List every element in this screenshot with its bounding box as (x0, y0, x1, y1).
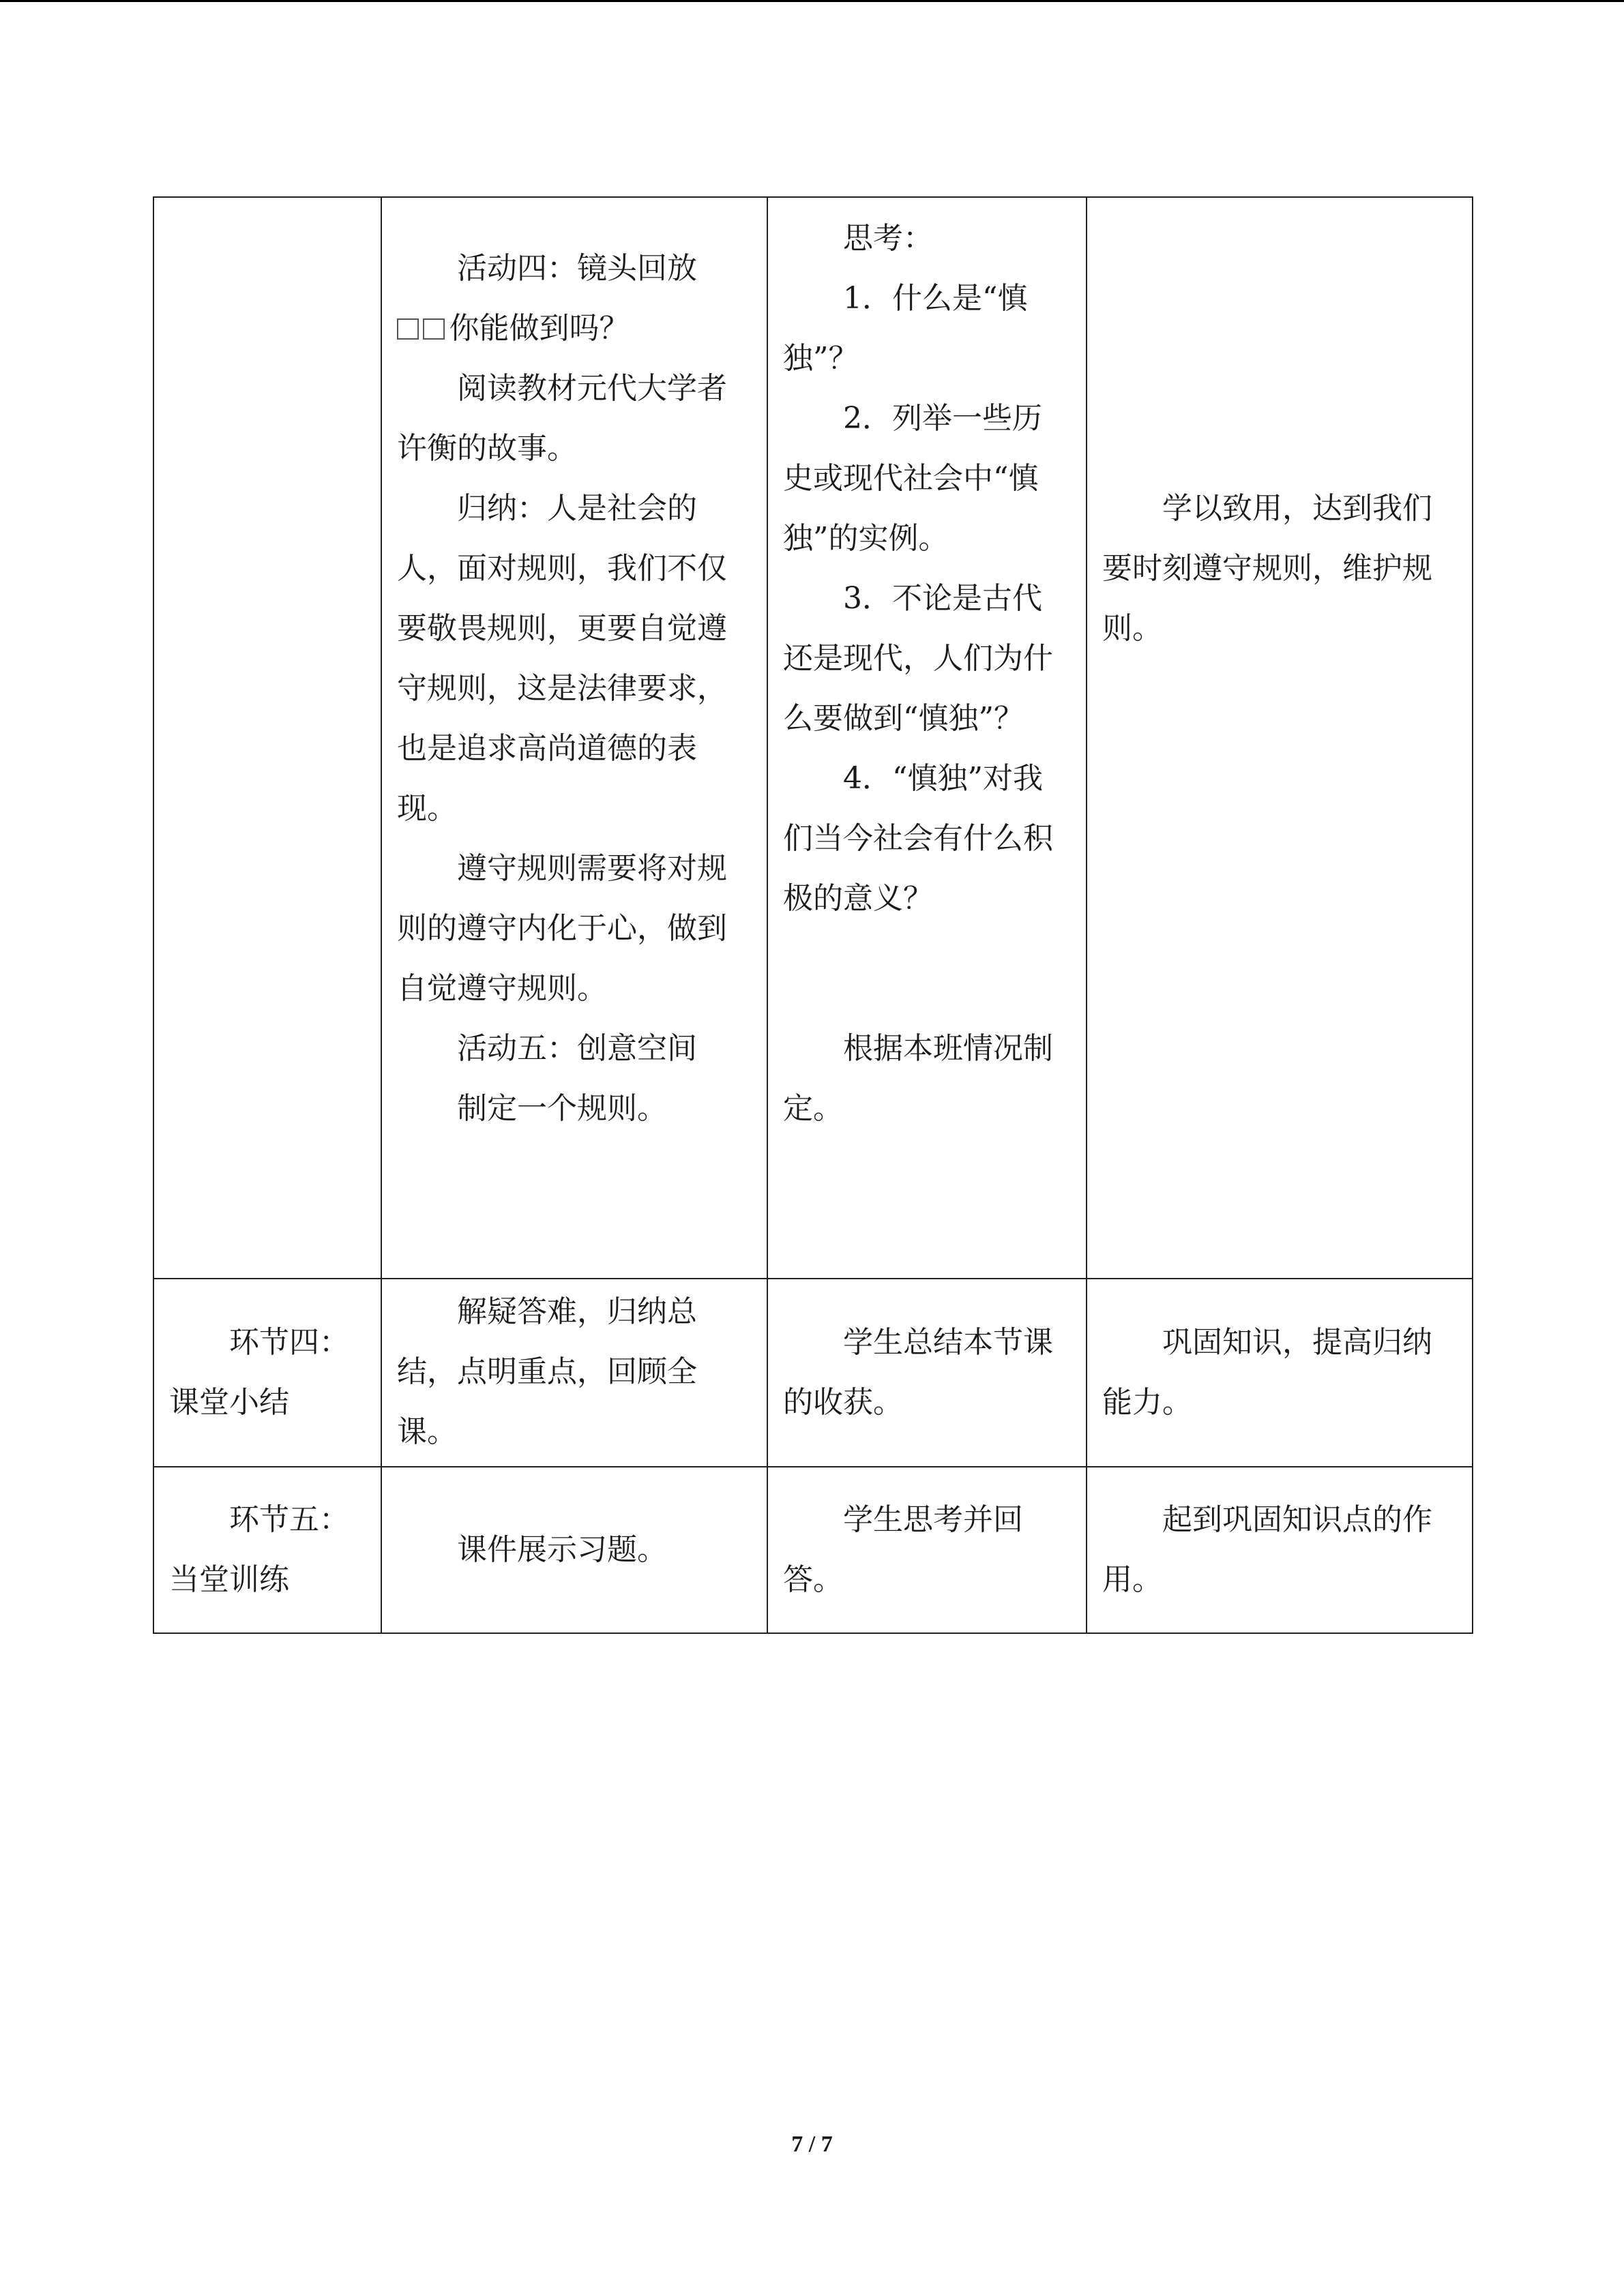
teacher-activity-cell (381, 197, 767, 1279)
think-label: 思考： (843, 221, 933, 256)
purpose-text: 学以致用，达到我们要时刻遵守规则，维护规则。 (1102, 491, 1432, 646)
question-2: 2．列举一些历史或现代社会中“慎独”的实例。 (783, 401, 1042, 556)
student-activity-cell (767, 197, 1087, 1279)
activity4-reading: 阅读教材元代大学者许衡的故事。 (397, 371, 727, 466)
activity5-task: 制定一个规则。 (457, 1091, 667, 1126)
activity4-subtitle-text: 你能做到吗？ (449, 311, 630, 346)
student-activity-cell (767, 1467, 1087, 1633)
purpose-text: 起到巩固知识点的作用。 (1102, 1502, 1432, 1597)
activity4-title: 活动四：镜头回放 (457, 251, 697, 286)
stage-cell (153, 197, 381, 1279)
lesson-plan-table (153, 196, 1473, 1634)
purpose-cell (1087, 1279, 1473, 1467)
table-row (153, 1467, 1473, 1633)
teacher-text: 课件展示习题。 (457, 1532, 667, 1567)
purpose-cell (1087, 197, 1473, 1279)
student-text: 学生思考并回答。 (783, 1502, 1023, 1597)
teacher-activity-cell (381, 1279, 767, 1467)
activity4-summary: 归纳：人是社会的人，面对规则，我们不仅要敬畏规则，更要自觉遵守规则，这是法律要求，也是追求高尚道德的表现。 (397, 491, 727, 826)
teacher-activity-cell (381, 1467, 767, 1633)
activity4-subtitle (397, 299, 752, 359)
blank-box-icon (397, 318, 419, 340)
table-row (153, 197, 1473, 1279)
activity5-response: 根据本班情况制定。 (783, 1031, 1053, 1126)
question-1: 1．什么是“慎独”？ (783, 281, 1028, 376)
stage-text: 环节四：课堂小结 (169, 1325, 349, 1420)
student-text: 学生总结本节课的收获。 (783, 1325, 1053, 1420)
purpose-text: 巩固知识，提高归纳能力。 (1102, 1325, 1432, 1420)
blank-box-icon (423, 318, 445, 340)
activity4-note: 遵守规则需要将对规则的遵守内化于心，做到自觉遵守规则。 (397, 851, 727, 1006)
teacher-text: 解疑答难，归纳总结，点明重点，回顾全课。 (397, 1294, 697, 1449)
table-row (153, 1279, 1473, 1467)
page-top-border (0, 0, 1624, 2)
stage-cell (153, 1467, 381, 1633)
question-3: 3．不论是古代还是现代，人们为什么要做到“慎独”？ (783, 581, 1053, 736)
student-activity-cell (767, 1279, 1087, 1467)
stage-cell (153, 1279, 381, 1467)
stage-text: 环节五：当堂训练 (169, 1502, 349, 1597)
question-4: 4．“慎独”对我们当今社会有什么积极的意义？ (783, 761, 1053, 916)
purpose-cell (1087, 1467, 1473, 1633)
activity5-title: 活动五：创意空间 (457, 1031, 697, 1066)
page-number: 7 / 7 (791, 2132, 833, 2157)
